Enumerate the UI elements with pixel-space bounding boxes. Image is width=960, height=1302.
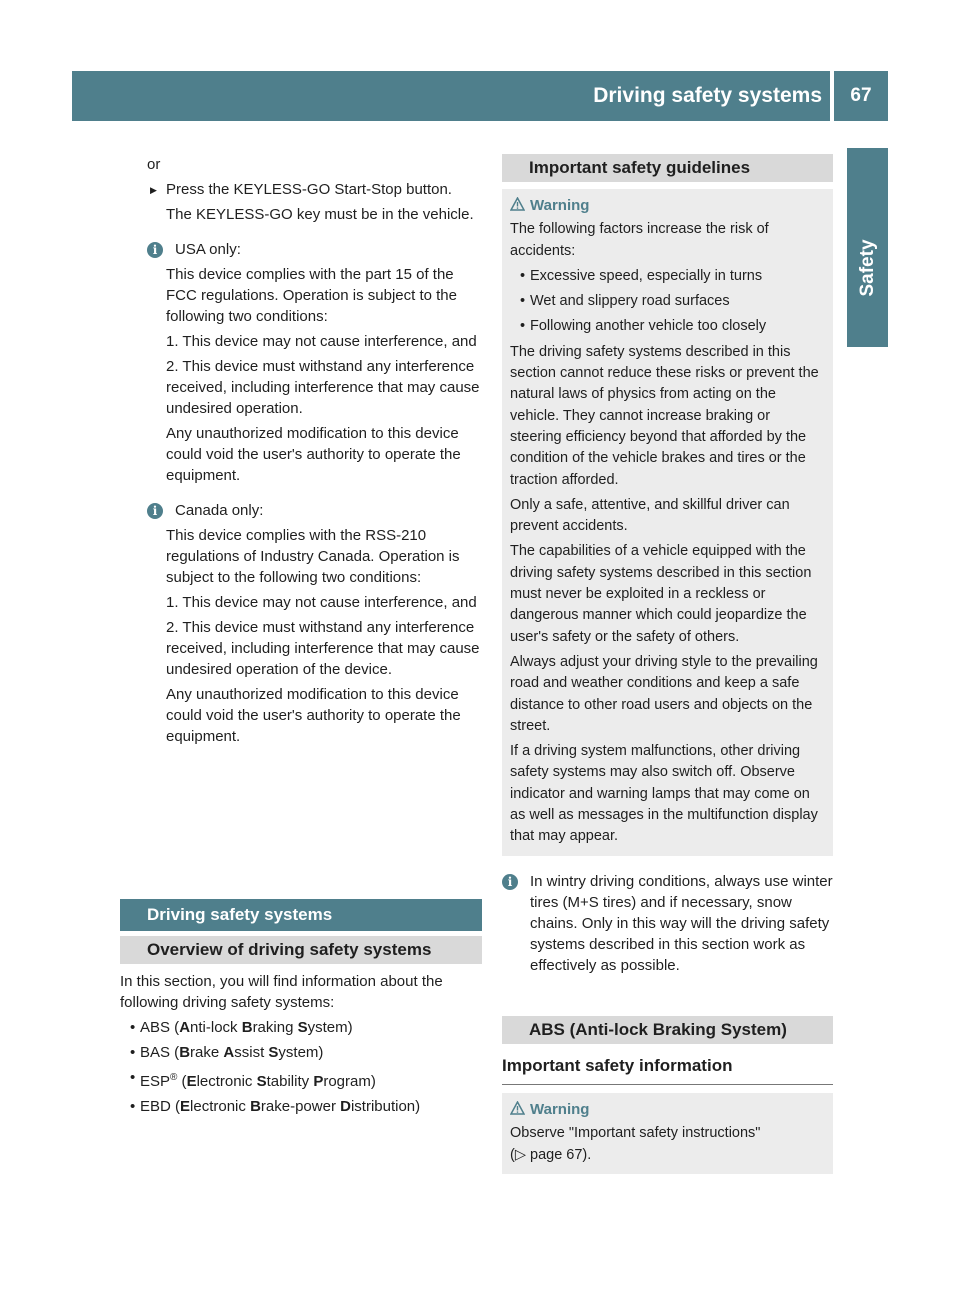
risk-item: • Following another vehicle too closely — [510, 316, 825, 337]
canada-condition-2: 2. This device must withstand any interference received, including interference that may cause undesired operation of the device. — [166, 619, 480, 678]
right-lower-column — [502, 871, 833, 980]
system-item-ebd: • EBD (Electronic Brake-power Distribution) — [120, 1096, 482, 1117]
canada-title: Canada only: — [175, 502, 264, 519]
warning-label: Warning — [530, 1101, 590, 1118]
warning-icon — [510, 1101, 525, 1115]
info-icon: i — [502, 874, 518, 890]
abs-title: ABS (Anti-lock Braking System) — [502, 1016, 833, 1044]
warning-paragraph: Only a safe, attentive, and skillful driver can prevent accidents. — [510, 496, 790, 535]
usa-text: This device complies with the part 15 of the FCC regulations. Operation is subject to the following two conditions: — [166, 266, 457, 325]
canada-text: This device complies with the RSS-210 regulations of Industry Canada. Operation is subject to the following two conditions: — [166, 527, 460, 586]
warning-label: Warning — [530, 197, 590, 214]
warning-header — [510, 195, 825, 216]
system-item-abs: • ABS (Anti-lock Braking System) — [120, 1017, 482, 1038]
info-winter — [502, 871, 833, 976]
warning-paragraph: The driving safety systems described in this section cannot reduce these risks or prevent the natural laws of physics from acting on the vehicle. They cannot increase braking or steering efficiency beyond that afforded by the condition of the vehicle brakes and tires or the traction afforded. — [510, 343, 819, 488]
warning-box-guidelines — [502, 189, 833, 856]
guidelines-title: Important safety guidelines — [502, 154, 833, 182]
info-canada — [147, 500, 481, 747]
instruction-step: ▶ Press the KEYLESS-GO Start-Stop button. — [147, 179, 481, 200]
left-lower-column — [120, 899, 482, 1121]
side-tab-label-wrap — [847, 189, 888, 347]
or-text: or — [147, 156, 161, 173]
instruction-note: The KEYLESS-GO key must be in the vehicle. — [166, 206, 474, 223]
right-column — [502, 154, 833, 856]
info-icon: i — [147, 242, 163, 258]
info-icon: i — [147, 503, 163, 519]
abs-section — [502, 1016, 833, 1174]
winter-note: In wintry driving conditions, always use winter tires (M+S tires) and if necessary, snow chains. Only in this way will the driving safety systems described in this section work as effectively as possible. — [530, 873, 833, 974]
info-usa — [147, 239, 481, 486]
warning-icon — [510, 197, 525, 211]
left-column — [147, 154, 481, 751]
page-number: 67 — [834, 71, 888, 121]
usa-condition-1: 1. This device may not cause interference, and — [166, 333, 477, 350]
warning-box-abs — [502, 1093, 833, 1174]
usa-modification: Any unauthorized modification to this device could void the user's authority to operate the equipment. — [166, 425, 461, 484]
risk-item: • Excessive speed, especially in turns — [510, 266, 825, 287]
usa-title: USA only: — [175, 241, 241, 258]
risk-item: • Wet and slippery road surfaces — [510, 291, 825, 312]
canada-modification: Any unauthorized modification to this device could void the user's authority to operate the equipment. — [166, 686, 461, 745]
side-tab-label: Safety — [856, 239, 878, 297]
warning-intro: The following factors increase the risk of accidents: — [510, 221, 769, 259]
section-title: Driving safety systems — [120, 899, 482, 931]
warning-header — [510, 1099, 825, 1120]
system-item-bas: • BAS (Brake Assist System) — [120, 1042, 482, 1063]
overview-title: Overview of driving safety systems — [120, 936, 482, 964]
usa-condition-2: 2. This device must withstand any interference received, including interference that may cause undesired operation. — [166, 358, 480, 417]
abs-subtitle: Important safety information — [502, 1055, 833, 1085]
header-title: Driving safety systems — [593, 84, 822, 107]
warning-paragraph: If a driving system malfunctions, other driving safety systems may also switch off. Observe indicator and warning lamps that may come on as well as messages in the multifunction display that may appear. — [510, 743, 818, 845]
system-item-esp: • ESP® (Electronic Stability Program) — [120, 1067, 482, 1092]
warning-paragraph: Always adjust your driving style to the prevailing road and weather conditions and keep a safe distance to other road users and objects on the street. — [510, 653, 818, 734]
warning-text: Observe "Important safety instructions" — [510, 1125, 761, 1142]
warning-paragraph: The capabilities of a vehicle equipped with the driving safety systems described in this section must never be exploited in a reckless or dangerous manner which could jeopardize the user's safety or the safety of others. — [510, 543, 812, 645]
canada-condition-1: 1. This device may not cause interference, and — [166, 594, 477, 611]
overview-intro: In this section, you will find information about the following driving safety systems: — [120, 973, 443, 1011]
page-reference-link[interactable]: (▷ page 67). — [510, 1146, 592, 1163]
